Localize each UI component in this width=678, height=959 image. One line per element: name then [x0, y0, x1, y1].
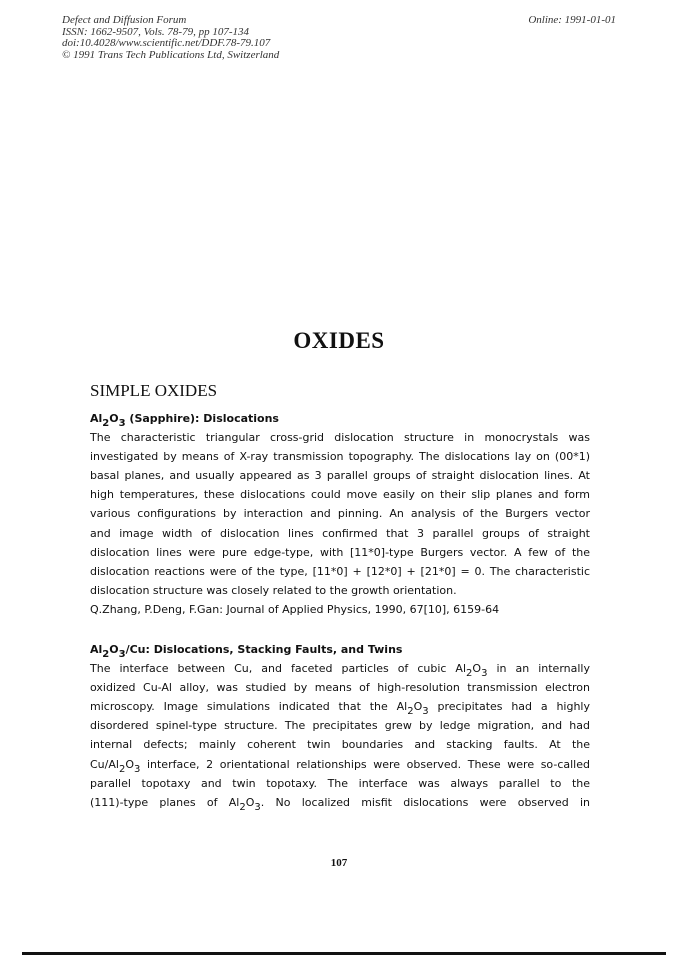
copyright-line: © 1991 Trans Tech Publications Ltd, Switzerland — [62, 48, 280, 61]
entry-line: dislocation structure was closely related to the growth orientation. — [90, 583, 457, 597]
entry-line: The characteristic triangular cross-grid dislocation structure in monocrystals was — [90, 431, 590, 445]
issn-line: ISSN: 1662-9507, Vols. 78-79, pp 107-134 — [62, 25, 249, 38]
journal-name: Defect and Diffusion Forum — [62, 14, 187, 26]
citation: Q.Zhang, P.Deng, F.Gan: Journal of Applied Physics, 1990, 67[10], 6159-64 — [90, 602, 500, 616]
entry-line: dislocation lines were pure edge-type, with [11*0]-type Burgers vector. A few of the — [90, 545, 590, 559]
entry-line: microscopy. Image simulations indicated that the $Al_2O_3$ precipitates had a highly — [90, 700, 590, 718]
doi-link[interactable]: doi:10.4028/www.scientific.net/DDF.78-79.107 — [62, 37, 271, 50]
entry-line: dislocation reactions were of the type, [11*0] + [12*0] + [21*0] = 0. The characteristic — [90, 564, 590, 578]
entry-line: parallel topotaxy and twin topotaxy. The interface was always parallel to the — [90, 776, 590, 790]
entry-title: $Al_2O_3/Cu$: Dislocations, Stacking Faults, and Twins — [90, 643, 403, 660]
entry-line: oxidized Cu-Al alloy, was studied by means of high-resolution transmission electron — [90, 681, 590, 695]
entry-line: $Cu/Al_2O_3$ interface, 2 orientational relationships were observed. These were so-called — [90, 757, 590, 775]
online-date: Online: 1991-01-01 — [528, 14, 616, 26]
entry-line: high temperatures, these dislocations could move easily on their slip planes and form — [90, 488, 590, 502]
subsection-title: SIMPLE OXIDES — [90, 381, 218, 400]
page-number: 107 — [330, 857, 348, 869]
entry-title: $Al_2O_3$ (Sapphire): Dislocations — [90, 412, 279, 429]
entry-line: investigated by means of X-ray transmission topography. The dislocations lay on (00*1) — [90, 450, 590, 464]
abstract-entry — [90, 640, 590, 812]
entry-line: internal defects; mainly coherent twin boundaries and stacking faults. At the — [90, 738, 590, 752]
entry-line: The interface between Cu, and faceted particles of cubic $Al_2O_3$ in an internally — [90, 662, 590, 680]
journal-metadata — [62, 15, 279, 61]
entry-line: (111)-type planes of $Al_2O_3$. No localized misfit dislocations were observed in — [90, 795, 590, 813]
online-date-block — [528, 15, 616, 27]
entry-line: basal planes, and usually appeared as 3 parallel groups of straight dislocation lines. At — [90, 469, 590, 483]
entry-line: and image width of dislocation lines confirmed that 3 parallel groups of straight — [90, 526, 590, 540]
abstract-entry — [90, 409, 590, 619]
section-title: OXIDES — [293, 328, 385, 353]
entry-line: disordered spinel-type structure. The precipitates grew by ledge migration, and had — [90, 719, 590, 733]
bottom-rule — [22, 952, 666, 955]
entry-line: various configurations by interaction and pinning. An analysis of the Burgers vector — [90, 507, 590, 521]
